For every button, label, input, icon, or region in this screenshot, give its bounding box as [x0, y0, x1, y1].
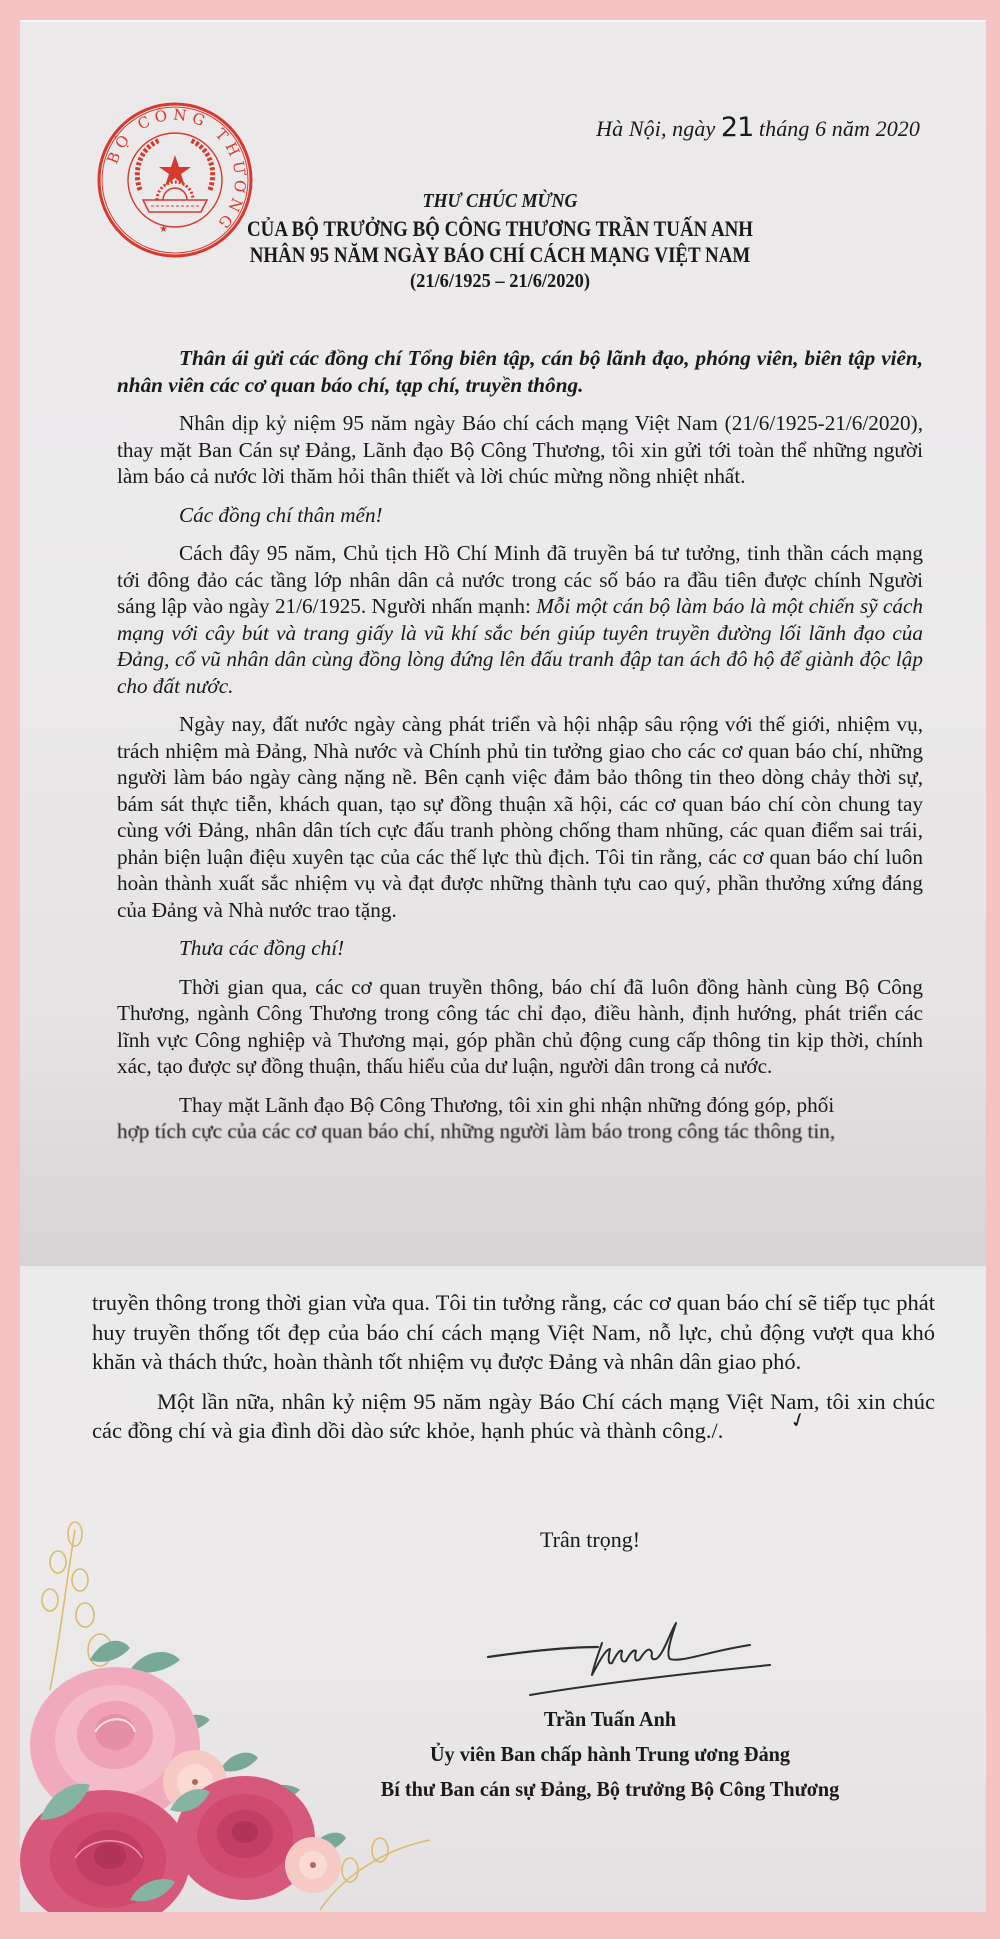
letter-body-lower	[92, 1288, 935, 1457]
salutation-1: Các đồng chí thân mến!	[179, 502, 383, 527]
signer-title-1: Ủy viên Ban chấp hành Trung ương Đảng	[429, 1742, 791, 1766]
title-line-2: CỦA BỘ TRƯỞNG BỘ CÔNG THƯƠNG TRẦN TUẤN ANH	[246, 216, 754, 241]
paragraph-5-line-2: hợp tích cực của các cơ quan báo chí, những người làm báo trong công tác thông tin,	[117, 1119, 836, 1143]
title-line-3: NHÂN 95 NĂM NGÀY BÁO CHÍ CÁCH MẠNG VIỆT NAM	[249, 242, 751, 267]
signer-name: Trần Tuấn Anh	[543, 1707, 677, 1731]
signature-icon	[470, 1605, 780, 1700]
paragraph-3: Ngày nay, đất nước ngày càng phát triển và hội nhập sâu rộng với thế giới, nhiệm vụ, trách nhiệm mà Đảng, Nhà nước và Chính phủ tin tưởng giao cho các cơ quan báo chí, những người làm báo ngày càng nặng nề. Bên cạnh việc đảm bảo thông tin theo dòng chảy thời sự, bám sát thực tiễn, khách quan, tạo sự đồng thuận xã hội, các cơ quan báo chí còn chung tay cùng với Đảng, nhân dân tích cực đấu tranh phòng chống tham nhũng, các quan điểm sai trái, phản biện luận điệu xuyên tạc của các thế lực thù địch. Tôi tin rằng, các cơ quan báo chí luôn hoàn thành xuất sắc nhiệm vụ và đạt được những thành tựu cao quý, phần thưởng xứng đáng của Đảng và Nhà nước trao tặng.	[117, 712, 923, 922]
paragraph-5-start	[117, 1092, 923, 1119]
paragraph-1: Nhân dịp kỷ niệm 95 năm ngày Báo chí cách mạng Việt Nam (21/6/1925-21/6/2020), thay mặt Ban Cán sự Đảng, Lãnh đạo Bộ Công Thương, tôi xin gửi tới toàn thể những người làm báo cả nước lời thăm hỏi thân thiết và lời chúc mừng nồng nhiệt nhất.	[117, 411, 923, 488]
title-line-4: (21/6/1925 – 21/6/2020)	[410, 270, 590, 292]
rose-bouquet-icon	[20, 1520, 440, 1912]
paragraph-2	[117, 540, 923, 699]
letter-body-upper	[117, 345, 923, 1157]
paragraph-6	[92, 1387, 935, 1447]
paper-edge	[20, 20, 986, 22]
ho-chi-minh-quote: Mỗi một cán bộ làm báo là một chiến sỹ cách mạng với cây bút và trang giấy là vũ khí sắc bén giúp tuyên truyền đường lối lãnh đạo của Đảng, cổ vũ nhân dân cùng đồng lòng đứng lên đấu tranh đập tan ách đô hộ để giành độc lập cho đất nước.	[117, 594, 923, 698]
date-suffix: tháng 6 năm 2020	[758, 116, 920, 141]
greeting-paragraph: Thân ái gửi các đồng chí Tổng biên tập, cán bộ lãnh đạo, phóng viên, biên tập viên, nhân viên các cơ quan báo chí, tạp chí, truyền thông.	[117, 346, 923, 397]
signer-title-2: Bí thư Ban cán sự Đảng, Bộ trưởng Bộ Công Thương	[380, 1777, 840, 1801]
svg-text:BỘ CÔNG THƯƠNG: BỘ CÔNG THƯƠNG	[103, 105, 250, 236]
date-day-handwritten: 21	[720, 112, 754, 143]
paragraph-5-continued: truyền thông trong thời gian vừa qua. Tôi tin tưởng rằng, các cơ quan báo chí sẽ tiếp tục phát huy truyền thống tốt đẹp của báo chí cách mạng Việt Nam, nỗ lực, chủ động vượt qua khó khăn và thách thức, hoàn thành tốt nhiệm vụ được Đảng và nhân dân giao phó.	[92, 1290, 935, 1374]
paragraph-5-line-1: Thay mặt Lãnh đạo Bộ Công Thương, tôi xin ghi nhận những đóng góp, phối	[179, 1092, 835, 1117]
svg-text:★: ★	[159, 224, 168, 235]
letter-date	[596, 112, 920, 143]
paragraph-4: Thời gian qua, các cơ quan truyền thông, báo chí đã luôn đồng hành cùng Bộ Công Thương, ngành Công Thương trong công tác chỉ đạo, điều hành, định hướng, phát triển các lĩnh vực Công nghiệp và Thương mại, góp phần chủ động cung cấp thông tin kịp thời, chính xác, tạo được sự đồng thuận, thấu hiểu của dư luận, người dân trong cả nước.	[117, 974, 923, 1078]
letter-title	[0, 186, 1000, 294]
paragraph-2-text: Cách đây 95 năm, Chủ tịch Hồ Chí Minh đã truyền bá tư tưởng, tinh thần cách mạng tới đông đảo các tầng lớp nhân dân cả nước trong các số báo ra đầu tiên được chính Người sáng lập vào ngày 21/6/1925. Người nhấn mạnh:	[117, 541, 923, 618]
paragraph-6-text: Một lần nữa, nhân kỷ niệm 95 năm ngày Báo Chí cách mạng Việt Nam, tôi xin chúc các đồng chí và gia đình dồi dào sức khỏe, hạnh phúc và thành công./.	[92, 1388, 935, 1443]
title-line-1: THƯ CHÚC MỪNG	[422, 190, 578, 212]
closing-text: Trân trọng!	[540, 1527, 641, 1552]
date-prefix: Hà Nội, ngày	[596, 116, 716, 141]
salutation-2: Thưa các đồng chí!	[179, 936, 345, 960]
checkmark-icon: ✓	[786, 1405, 811, 1435]
